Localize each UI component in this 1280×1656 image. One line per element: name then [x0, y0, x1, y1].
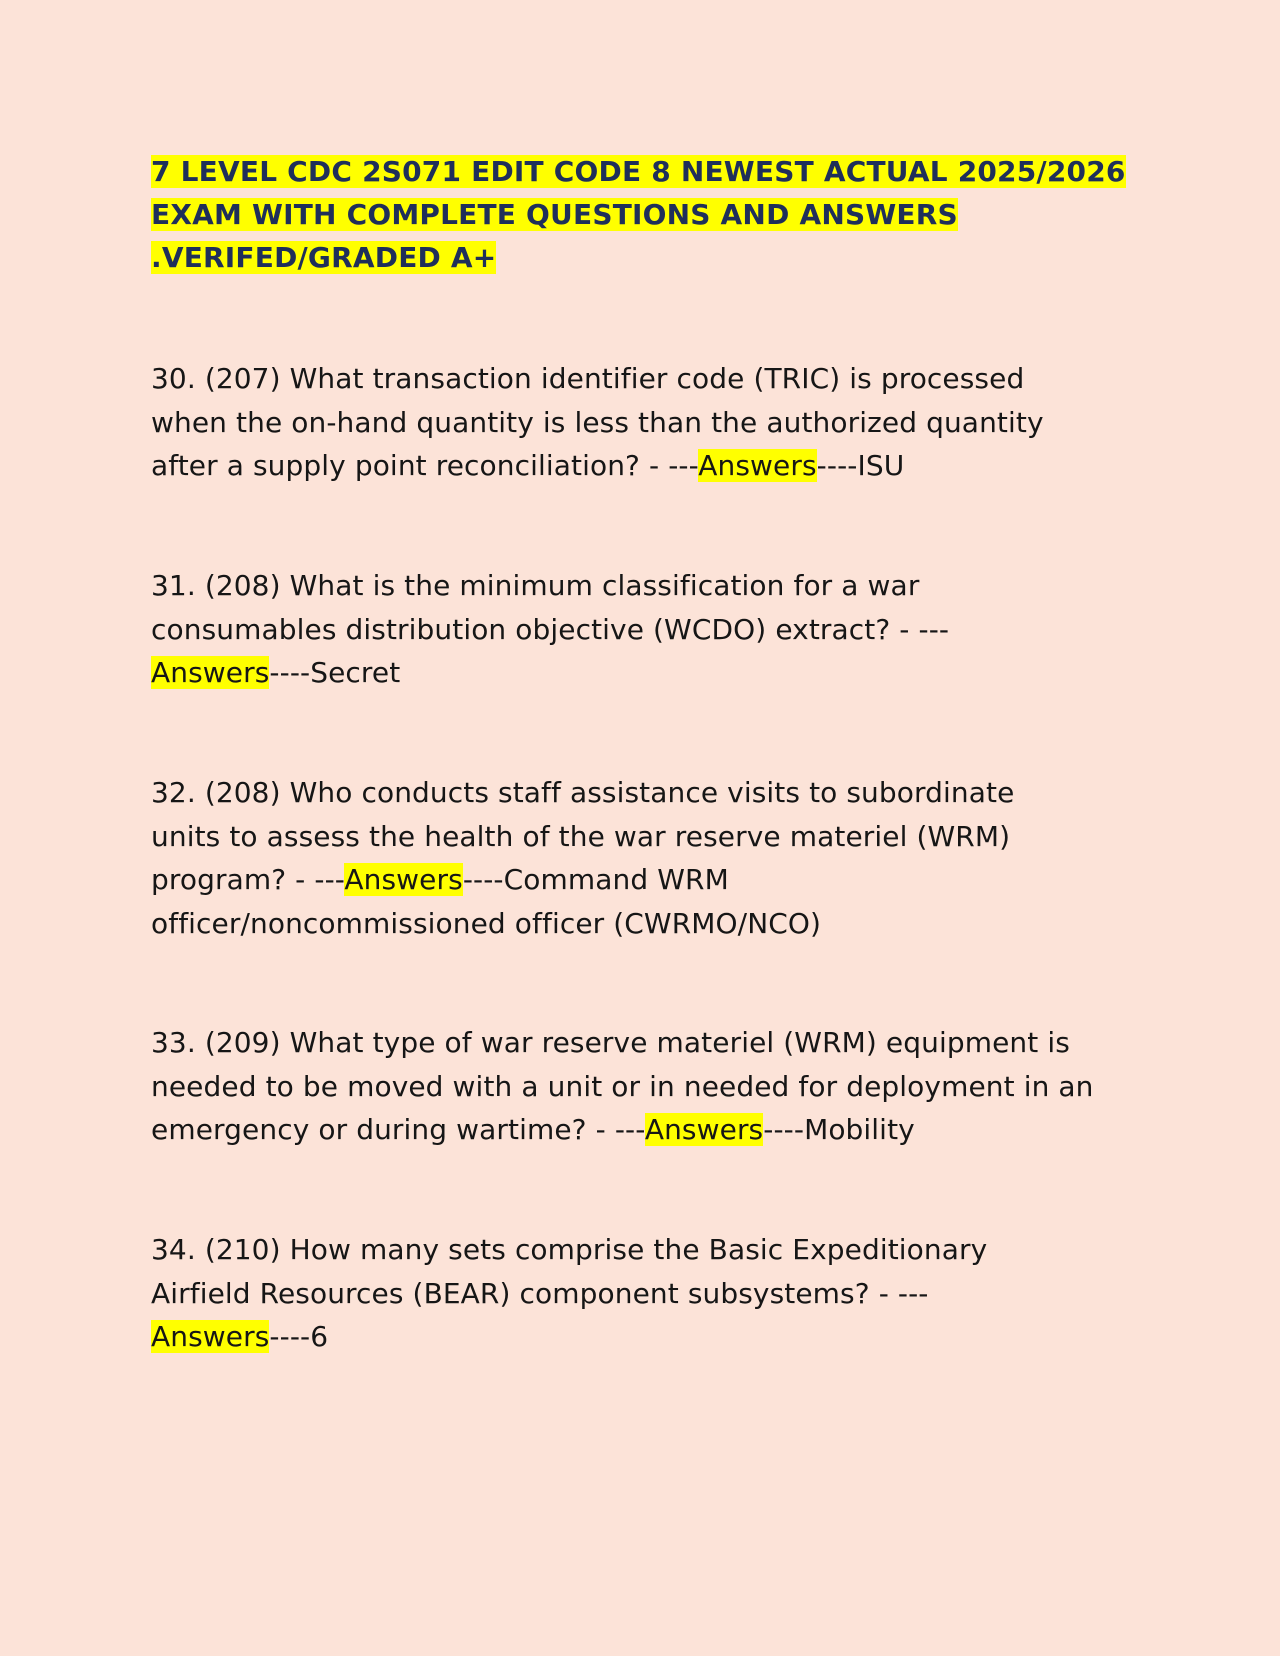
question-text: 33. (209) What type of war reserve materiel (WRM) equipment is [151, 1026, 1070, 1059]
answers-label: Answers [644, 1113, 764, 1146]
question-text: 34. (210) How many sets comprise the Basic Expeditionary [151, 1233, 988, 1266]
answers-label: Answers [151, 656, 270, 689]
answer-line: after a supply point reconciliation? - ---Answers----ISU [151, 449, 905, 482]
title-line: 7 LEVEL CDC 2S071 EDIT CODE 8 NEWEST ACTUAL 2025/2026 [151, 155, 1126, 188]
title-line: EXAM WITH COMPLETE QUESTIONS AND ANSWERS [151, 198, 958, 231]
question-32 [151, 771, 1161, 945]
title-line: .VERIFED/GRADED A+ [151, 241, 497, 274]
question-text: 31. (208) What is the minimum classification for a war [151, 569, 920, 602]
answer-value: ----ISU [816, 449, 905, 482]
question-text: when the on-hand quantity is less than the authorized quantity [151, 405, 1044, 439]
question-text: 32. (208) Who conducts staff assistance visits to subordinate [151, 776, 1015, 809]
answers-label: Answers [698, 449, 817, 482]
question-34 [151, 1228, 1161, 1359]
answer-value: ----Secret [269, 656, 401, 689]
answers-label: Answers [151, 1320, 270, 1353]
answer-line: emergency or during wartime? - ---Answers----Mobility [151, 1113, 915, 1146]
answer-line [151, 1315, 1161, 1359]
question-33 [151, 1021, 1161, 1152]
document-title [151, 150, 1161, 279]
answer-line: program? - ---Answers----Command WRM [151, 863, 729, 896]
answers-label: Answers [344, 863, 463, 896]
answer-value: ----Mobility [763, 1113, 915, 1146]
answer-value: ----Command WRM [462, 863, 729, 896]
question-31 [151, 564, 1161, 695]
answer-value: ----6 [269, 1320, 329, 1353]
question-text: needed to be moved with a unit or in needed for deployment in an [151, 1069, 1094, 1103]
question-text: Airfield Resources (BEAR) component subsystems? - --- [151, 1276, 929, 1310]
question-text: consumables distribution objective (WCDO) extract? - --- [151, 612, 950, 646]
answer-continuation: officer/noncommissioned officer (CWRMO/NCO) [151, 906, 822, 940]
question-text: 30. (207) What transaction identifier code (TRIC) is processed [151, 362, 1025, 395]
question-30 [151, 357, 1161, 488]
question-text: units to assess the health of the war reserve materiel (WRM) [151, 819, 1011, 853]
answer-line [151, 651, 1161, 695]
